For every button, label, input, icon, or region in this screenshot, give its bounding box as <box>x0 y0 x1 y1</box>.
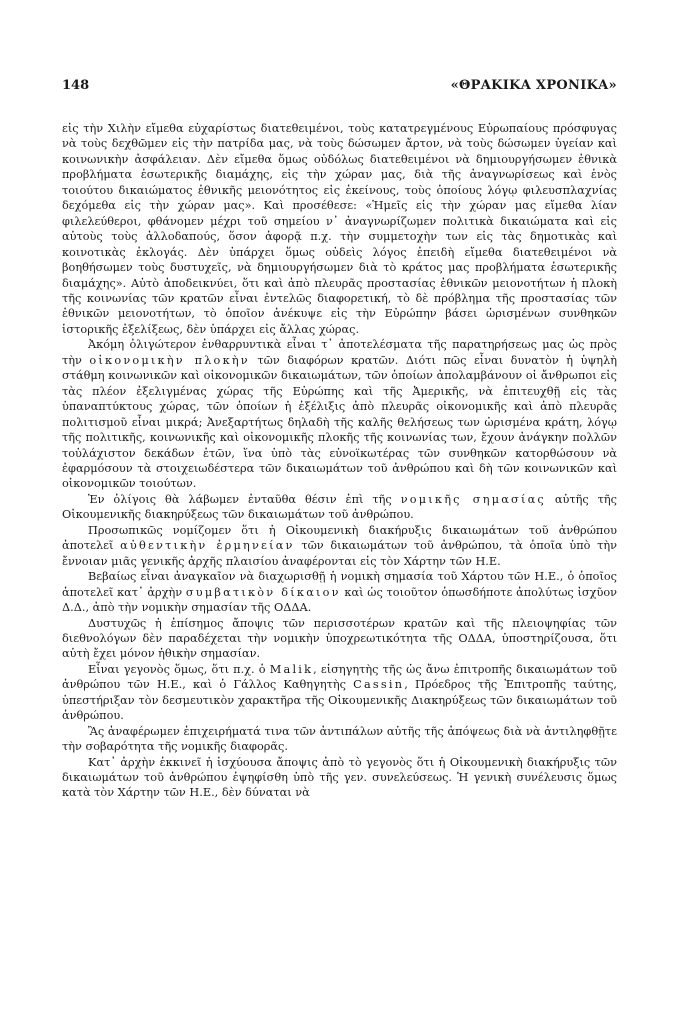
text-run: Προσωπικῶς νομίζομεν ὅτι ἡ Οἰκουμενικὴ διακήρυξις δικαιωμάτων τοῦ ἀνθρώπου ἀποτελεῖ <box>62 523 617 553</box>
page-number: 148 <box>62 78 90 93</box>
spaced-emphasis: Malik <box>269 662 314 676</box>
text-run: αὐτῆς τῆς Οἰκουμενικῆς διακηρύξεως τῶν δικαιωμάτων τοῦ ἀνθρώπου. <box>62 492 618 522</box>
spaced-emphasis: συμβατικὸν δίκαιον <box>185 585 341 599</box>
text-run: Δυστυχῶς ἡ ἐπίσημος ἄποψις τῶν περισσοτέρων κρατῶν καὶ τῆς πλειοψηφίας τῶν διεθνολόγων δὲν παραδέχεται τὴν νομικὴν ὑποχρεωτικότητα τῆς ΟΔΔΑ, ὑποστηρίζουσα, ὅτι αὐτὴ ἔχει μόνον ἠθικὴν σημασίαν. <box>62 616 617 661</box>
text-run: Ἐν ὀλίγοις θὰ λάβωμεν ἐνταῦθα θέσιν ἐπὶ τῆς <box>88 492 401 506</box>
text-run: , Πρόεδρος τῆς Ἐπιτροπῆς ταύτης, ὑπεστήριξαν τὸν δεσμευτικὸν χαρακτῆρα τῆς Οἰκουμενικῆς Διακηρύξεως τῶν δικαιωμάτων τοῦ ἀνθρώπου. <box>62 678 617 723</box>
paragraph <box>62 616 617 662</box>
text-run: Βεβαίως εἶναι ἀναγκαῖον νὰ διαχωρισθῇ ἡ νομικὴ σημασία τοῦ Χάρτου τῶν Η.Ε., ὁ ὁποῖος ἀποτελεῖ κατ᾽ ἀρχὴν <box>62 570 617 599</box>
page-header <box>62 78 617 93</box>
text-run: καὶ ὡς τοιοῦτον ὁπωσδήποτε ἀπολύτως ἰσχῦον Δ.Δ., ἀπὸ τὴν νομικὴν σημασίαν τῆς ΟΔΔΑ. <box>62 585 617 615</box>
text-run: Εἶναι γεγονὸς ὅμως, ὅτι π.χ. ὁ <box>88 662 270 676</box>
text-run: τῶν δικαιωμάτων τοῦ ἀνθρώπου, τὰ ὁποῖα ὑπὸ τὴν ἔννοιαν μιᾶς γενικῆς ἀρχῆς πλαισίου ἀναφέρονται εἰς τὸν Χάρτην τῶν Η.Ε. <box>62 539 617 568</box>
text-run: Κατ᾽ ἀρχὴν ἐκκινεῖ ἡ ἰσχύουσα ἄποψις ἀπὸ τὸ γεγονὸς ὅτι ἡ Οἰκουμενικὴ διακήρυξις τῶν δικαιωμάτων τοῦ ἀνθρώπου ἐψηφίσθη ὑπὸ τῆς γεν. συνελεύσεως. Ἡ γενικὴ συνέλευσις ὅμως κατὰ τὸν Χάρτην τῶν Η.Ε., δὲν δύναται νὰ <box>62 755 617 800</box>
journal-title: «ΘΡΑΚΙΚΑ ΧΡΟΝΙΚΑ» <box>450 78 617 93</box>
spaced-emphasis: αὐθεντικὴν ἑρμηνείαν <box>120 539 295 553</box>
paragraph <box>62 724 617 755</box>
text-run: , εἰσηγητὴς τῆς ὡς ἄνω ἐπιτροπῆς δικαιωμάτων τοῦ ἀνθρώπου τῶν Η.Ε., καὶ ὁ Γάλλος Καθηγητὴς <box>62 662 617 692</box>
article-body <box>62 121 617 801</box>
paragraph <box>62 569 617 615</box>
paragraph <box>62 337 617 492</box>
text-run: Ἀκόμη ὀλιγώτερον ἐνθαρρυντικὰ εἶναι τ᾽ ἀποτελέσματα τῆς παρατηρήσεως μας ὡς πρὸς τὴν <box>62 338 617 367</box>
paragraph <box>62 121 617 337</box>
paragraph <box>62 662 617 724</box>
paragraph <box>62 492 617 523</box>
spaced-emphasis: νομικῆς σημασίας <box>400 492 546 506</box>
paragraph <box>62 755 617 801</box>
spaced-emphasis: Cassin <box>353 678 405 692</box>
paragraph <box>62 523 617 569</box>
text-run: Ἂς ἀναφέρωμεν ἐπιχειρήματά τινα τῶν ἀντιπάλων αὐτῆς τῆς ἀπόψεως διὰ νὰ ἀντιληφθῇτε τὴν σοβαρότητα τῆς νομικῆς διαφορᾶς. <box>62 724 617 754</box>
spaced-emphasis: οἰκονομικὴν πλοκὴν <box>89 353 250 367</box>
text-run: εἰς τὴν Χιλὴν εἴμεθα εὐχαρίστως διατεθειμένοι, τοὺς κατατρεγμένους Εὐρωπαίους πρόσφυγας νὰ τοὺς δεχθῶμεν εἰς τὴν πατρίδα μας, νὰ τοὺς δώσωμεν ἄρτον, νὰ τοὺς δώσωμεν ὑγείαν καὶ κοινωνικὴν ἀσφάλειαν. Δὲν εἴμεθα ὅμως οὐδόλως διατεθειμένοι νὰ δημιουργήσωμεν ἐθνικὰ προβλήματα ἐσωτερικῆς διαμάχης, εἰς τὴν χώραν μας, διὰ τῆς ἀναγνωρίσεως καὶ ἑνὸς τοιούτου δικαιώματος ἐθνικῆς μειονότητος εἰς ἐκείνους, τοὺς ὁποίους λόγῳ φιλευσπλαχνίας δεχόμεθα εἰς τὴν χώραν μας». Καὶ προσέθεσε: «Ἡμεῖς εἰς τὴν χώραν μας εἴμεθα λίαν φιλελεύθεροι, φθάνομεν μέχρι τοῦ σημείου ν᾽ ἀναγνωρίζωμεν πολιτικὰ δικαιώματα καὶ εἰς αὐτοὺς τοὺς ἀλλοδαπούς, ὅσον ἀφορᾷ π.χ. τὴν συμμετοχὴν των εἰς τὰς δημοτικὰς καὶ κοινοτικὰς ἐκλογάς. Δὲν ὑπάρχει ὅμως οὐδεὶς λόγος ἐπειδὴ εἴμεθα διατεθειμένοι νὰ βοηθήσωμεν τοὺς δυστυχεῖς, νὰ δημιουργήσωμεν διὰ τὸ κράτος μας προβλήματα ἐσωτερικῆς διαμάχης». Αὐτὸ ἀποδεικνύει, ὅτι καὶ ἀπὸ πλευρᾶς προστασίας ἐθνικῶν μειονοτήτων ἡ πλοκὴ τῆς κοινωνίας τῶν κρατῶν εἶναι ἐντελῶς διαφορετική, τὸ δὲ πρόβλημα τῆς προστασίας τῶν ἐθνικῶν μειονοτήτων, τὸ ὁποῖον ἀνέκυψε εἰς τὴν Εὐρώπην βάσει ὡρισμένων συνθηκῶν ἱστορικῆς ἐξελίξεως, δὲν ὑπάρχει εἰς ἄλλας χώρας. <box>62 122 617 336</box>
text-run: τῶν διαφόρων κρατῶν. Διότι πῶς εἶναι δυνατὸν ἡ ὑψηλὴ στάθμη κοινωνικῶν καὶ οἰκονομικῶν δικαιωμάτων, τῶν ὁποίων ἀπολαμβάνουν οἱ ἄνθρωποι εἰς τὰς πλέον ἐξελιγμένας χώρας τῆς Εὐρώπης καὶ τῆς Ἀμερικῆς, νὰ ἐπιτευχθῇ εἰς τὰς ὑπαναπτύκτους χώρας, τῶν ὁποίων ἡ ἐξέλιξις ἀπὸ πλευρᾶς οἰκονομικῆς καὶ ἀπὸ πλευρᾶς πολιτισμοῦ εἶναι μικρά; Ἀνεξαρτήτως δηλαδὴ τῆς καλῆς θελήσεως των ὡρισμένα κράτη, λόγῳ τῆς πολιτικῆς, κοινωνικῆς καὶ οἰκονομικῆς πλοκῆς τῆς κοινωνίας των, ἔχουν ἀνάγκην πολλῶν τοὐλάχιστον δεκάδων ἐτῶν, ἵνα ὑπὸ τὰς εὐνοϊκωτέρας τῶν συνθηκῶν κατορθώσουν νὰ ἐφαρμόσουν τὰ στοιχειωδέστερα τῶν δικαιωμάτων τοῦ ἀνθρώπου καὶ δὴ τῶν κοινωνικῶν καὶ οἰκονομικῶν τοιούτων. <box>62 353 618 491</box>
